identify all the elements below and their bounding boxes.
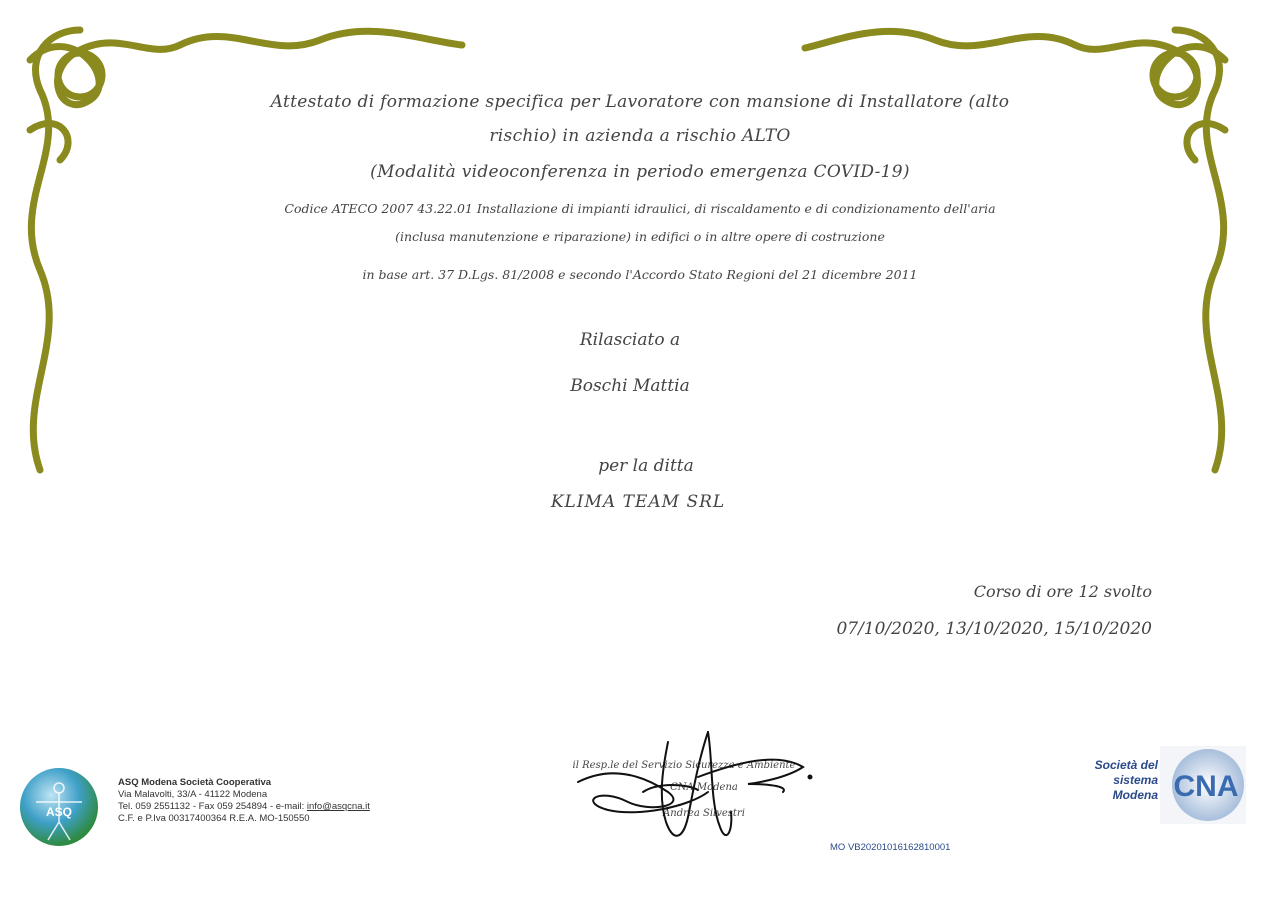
asq-logo-text: ASQ (45, 805, 73, 819)
legal-reference: in base art. 37 D.Lgs. 81/2008 e secondo l'Accordo Stato Regioni del 21 dicembre 2011 (362, 267, 918, 282)
cert-mode: (Modalità videoconferenza in periodo emergenza COVID-19) (370, 162, 910, 182)
course-dates: 07/10/2020, 13/10/2020, 15/10/2020 (836, 619, 1152, 639)
ateco-line1: Codice ATECO 2007 43.22.01 Installazione di impianti idraulici, di riscaldamento e di condizionamento dell'aria (284, 201, 996, 216)
issuer-fiscal: C.F. e P.Iva 00317400364 R.E.A. MO-150550 (118, 813, 310, 824)
recipient-name: Boschi Mattia (570, 376, 690, 396)
issuer-email-link[interactable]: info@asqcna.it (306, 801, 370, 812)
issuer-contacts (118, 801, 370, 813)
company-name: KLIMA TEAM SRL (550, 492, 726, 512)
company-label: per la ditta (598, 456, 694, 476)
cna-tagline (1080, 758, 1158, 803)
course-hours: Corso di ore 12 svolto (973, 582, 1152, 601)
signatory-org: CNA Modena (670, 782, 738, 793)
issuer-name: ASQ Modena Società Cooperativa (118, 777, 272, 788)
signatory-name: Andrea Silvestri (663, 808, 745, 819)
cna-tagline-line3: Modena (1112, 788, 1158, 802)
issuer-info (118, 777, 370, 825)
cna-logo (1160, 746, 1246, 824)
cna-tagline-line1: Società del (1094, 758, 1158, 772)
issuer-phone-fax: Tel. 059 2551132 - Fax 059 254894 - e-mail: (118, 801, 307, 812)
ateco-line2: (inclusa manutenzione e riparazione) in edifici o in altre opere di costruzione (395, 229, 885, 244)
asq-logo (18, 766, 100, 848)
handwritten-signature (548, 722, 828, 852)
issued-to-label: Rilasciato a (579, 330, 681, 350)
cert-title-line2: rischio) in azienda a rischio ALTO (489, 126, 791, 146)
cna-tagline-line2: sistema (1113, 773, 1158, 787)
signatory-role: il Resp.le del Servizio Sicurezza e Ambiente (572, 760, 796, 771)
document-code: MO VB20201016162810001 (830, 842, 951, 853)
issuer-address: Via Malavolti, 33/A - 41122 Modena (118, 789, 268, 800)
cert-title-line1: Attestato di formazione specifica per Lavoratore con mansione di Installatore (alto (270, 92, 1010, 112)
cna-logo-text: CNA (1173, 770, 1239, 803)
